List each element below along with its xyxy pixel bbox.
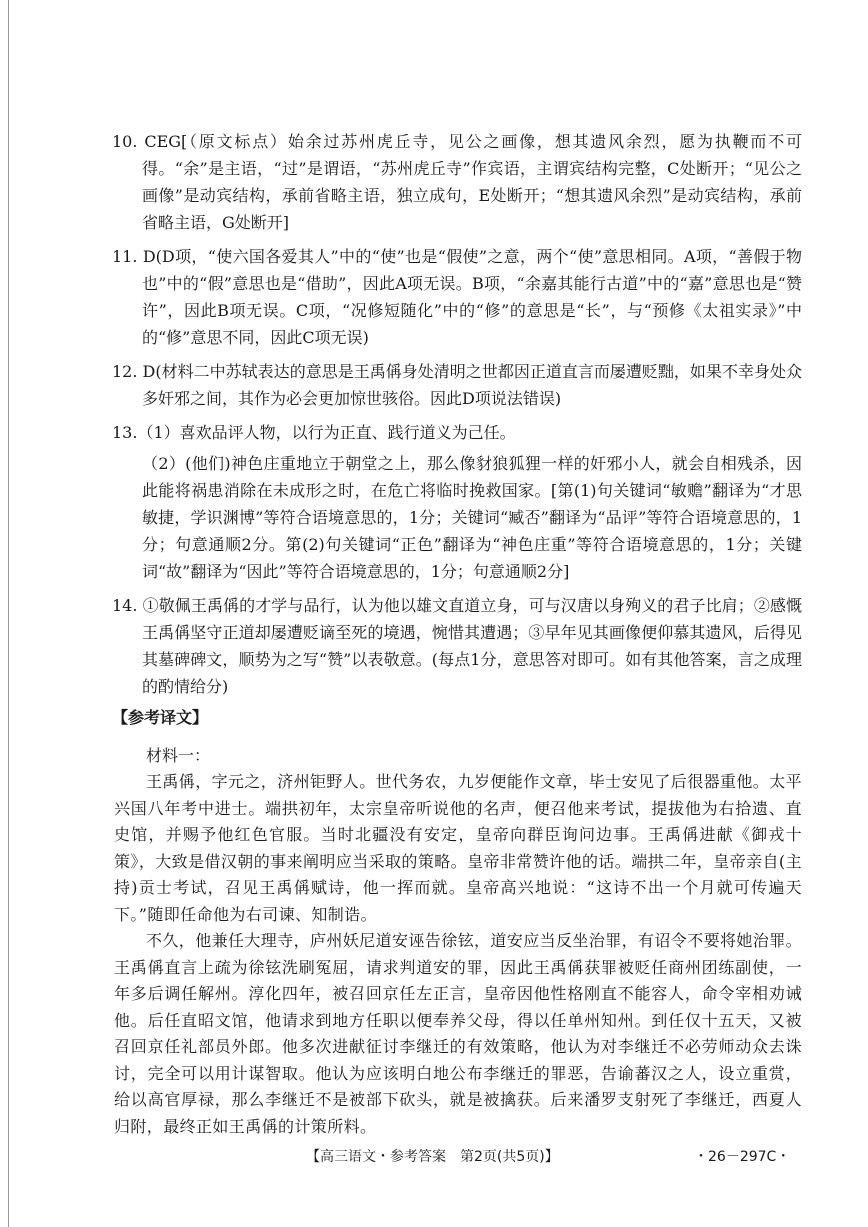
answer-13-part-1: 13.（1）喜欢品评人物，以行为正直、践行道义为己任。 xyxy=(112,423,516,442)
answer-12: 12. D(材料二中苏轼表达的意思是王禹偁身处清明之世都因正道直言而屡遭贬黜，如果不幸身处众多奸邪之间，其作为必会更加惊世骇俗。因此D项说法错误) xyxy=(112,362,802,408)
answer-13-part-2: （2）(他们)神色庄重地立于朝堂之上，那么像豺狼狐狸一样的奸邪小人，就会自相残杀，因此能将祸患消除在未成形之时，在危亡将临时挽救国家。[第(1)句关键词“敏赡”翻译为“才思敏捷，学识渊博”等符合语境意思的，1分；关键词“臧否”翻译为“品评”等符合语境意思的，1分；句意通顺2分。第(2)句关键词“正色”翻译为“神色庄重”等符合语境意思的，1分；关键词“故”翻译为“因此”等符合语境意思的，1分；句意通顺2分] xyxy=(142,454,802,581)
footer-doc-code: ・26－297C・ xyxy=(694,1149,791,1165)
material-one-heading: 材料一： xyxy=(146,746,211,765)
answer-10: 10. CEG[（原文标点）始余过苏州虎丘寺，见公之画像，想其遗风余烈，愿为执鞭而不可得。“余”是主语，“过”是谓语，“苏州虎丘寺”作宾语，主谓宾结构完整，C处断开；“见公之画像”是动宾结构，承前省略主语，独立成句，E处断开；“想其遗风余烈”是动宾结构，承前省略主语，G处断开] xyxy=(112,132,802,232)
translation-paragraph-2: 不久，他兼任大理寺，庐州妖尼道安诬告徐铉，道安应当反坐治罪，有诏令不要将她治罪。王禹偁直言上疏为徐铉洗刷冤屈，请求判道安的罪，因此王禹偁获罪被贬任商州团练副使，一年多后调任解州。淳化四年，被召回京任左正言，皇帝因他性格刚直不能容人，命令宰相劝诫他。后任直昭文馆，他请求到地方任职以便奉养父母，得以任单州知州。到任仅十五天，又被召回京任礼部员外郎。他多次进献征讨李继迁的有效策略，他认为对李继迁不必劳师动众去诛讨，完全可以用计谋智取。他认为应该明白地公布李继迁的罪恶，告谕蕃汉之人，设立重赏，给以高官厚禄，那么李继迁不是被部下砍头，就是被擒获。后来潘罗支射死了李继迁，西夏人归附，最终正如王禹偁的计策所料。 xyxy=(114,931,803,1136)
left-margin-rule xyxy=(8,0,9,1227)
page-footer xyxy=(0,1146,868,1176)
answer-14: 14. ①敬佩王禹偁的才学与品行，认为他以雄文直道立身，可与汉唐以身殉义的君子比肩；②感慨王禹偁坚守正道却屡遭贬谪至死的境遇，惋惜其遭遇；③早年见其画像便仰慕其遗风，后得见其墓碑碑文，顺势为之写“赞”以表敬意。(每点1分，意思答对即可。如有其他答案，言之成理的酌情给分) xyxy=(112,596,802,696)
answer-content xyxy=(112,128,802,1140)
answer-11: 11. D(D项，“使六国各爱其人”中的“使”也是“假使”之意，两个“使”意思相同。A项，“善假于物也”中的“假”意思也是“借助”，因此A项无误。B项，“余嘉其能行古道”中的“嘉”意思也是“赞许”，因此B项无误。C项，“况修短随化”中的“修”的意思是“长”，与“预修《太祖实录》”中的“修”意思不同，因此C项无误) xyxy=(112,247,802,347)
translation-paragraph-1: 王禹偁，字元之，济州钜野人。世代务农，九岁便能作文章，毕士安见了后很器重他。太平兴国八年考中进士。端拱初年，太宗皇帝听说他的名声，便召他来考试，提拔他为右拾遗、直史馆，并赐予他红色官服。当时北疆没有安定，皇帝向群臣询问边事。王禹偁进献《御戎十策》，大致是借汉朝的事来阐明应当采取的策略。皇帝非常赞许他的话。端拱二年，皇帝亲自(主持)贡士考试，召见王禹偁赋诗，他一挥而就。皇帝高兴地说：“这诗不出一个月就可传遍天下。”随即任命他为右司谏、知制诰。 xyxy=(114,772,803,924)
reference-translation-title: 【参考译文】 xyxy=(112,708,209,727)
footer-page-info: 【高三语文・参考答案 第2页(共5页)】 xyxy=(306,1149,559,1165)
